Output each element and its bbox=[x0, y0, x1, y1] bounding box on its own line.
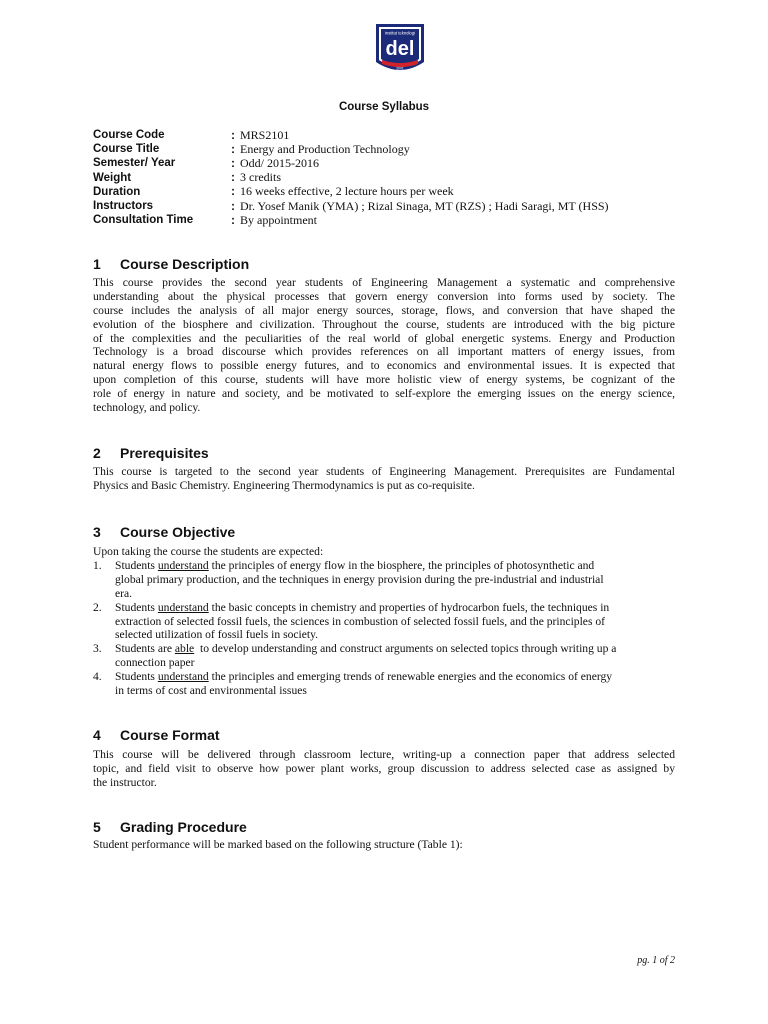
text-line: This course will be delivered through classroom lecture, writing-up a connection paper that address selected bbox=[93, 748, 675, 761]
list-number: 2. bbox=[93, 600, 102, 614]
section-title: Course Objective bbox=[120, 524, 236, 540]
document-title: Course Syllabus bbox=[338, 101, 430, 113]
info-row-course-code bbox=[93, 128, 693, 142]
info-key: Course Title bbox=[93, 143, 160, 156]
info-value: 16 weeks effective, 2 lecture hours per week bbox=[240, 184, 454, 199]
grading-text: Student performance will be marked based on the following structure (Table 1): bbox=[93, 838, 463, 851]
text-line: role of energy in nature and society, and be motivated to self-explore the emerging issues on the energy science, bbox=[93, 387, 675, 401]
info-value: 3 credits bbox=[240, 170, 281, 185]
section-heading-prerequisites bbox=[93, 445, 209, 461]
item-text: era. bbox=[115, 586, 133, 600]
section-heading-grading-procedure bbox=[93, 819, 247, 835]
list-number: 1. bbox=[93, 559, 102, 572]
institution-logo bbox=[372, 22, 428, 78]
section-heading-course-objective bbox=[93, 524, 235, 540]
text-line: This course is targeted to the second year students of Engineering Management. Prerequisites are Fundamental bbox=[93, 465, 675, 478]
info-row-course-title bbox=[93, 142, 693, 156]
info-value: MRS2101 bbox=[240, 127, 290, 142]
info-key: Duration bbox=[93, 185, 141, 198]
section-title: Course Format bbox=[120, 727, 220, 743]
section-title: Grading Procedure bbox=[120, 819, 247, 835]
item-text: selected utilization of fossil fuels in society. bbox=[115, 628, 319, 642]
info-sep: : bbox=[231, 170, 235, 185]
text-line: upon completion of this course, students will have more holistic view of energy systems, be cognizant of the bbox=[93, 373, 675, 387]
course-format-text bbox=[93, 748, 675, 790]
text-line: understanding about the physical processes that govern energy conversion into forms used by society. The bbox=[93, 289, 675, 303]
text-line: evolution of the biosphere and civilization. Throughout the course, students are introduced with the big picture bbox=[93, 317, 675, 331]
list-number: 4. bbox=[93, 670, 102, 684]
objective-intro: Upon taking the course the students are expected: bbox=[93, 545, 324, 558]
info-sep: : bbox=[231, 184, 235, 199]
info-key: Semester/ Year bbox=[93, 157, 176, 170]
info-key: Course Code bbox=[93, 129, 165, 142]
text-line: This course provides the second year students of Engineering Management a systematic and comprehensive bbox=[93, 276, 675, 289]
item-text: in terms of cost and environmental issues bbox=[115, 684, 307, 698]
info-key: Consultation Time bbox=[93, 214, 194, 227]
page-number: pg. 1 of 2 bbox=[637, 955, 675, 966]
section-title: Course Description bbox=[120, 256, 250, 272]
item-text: the principles and emerging trends of renewable energies and the economics of energy bbox=[208, 670, 613, 684]
list-item bbox=[93, 642, 683, 670]
section-number: 1 bbox=[93, 256, 101, 272]
item-text: to develop understanding and construct arguments on selected topics through writing up a bbox=[194, 642, 617, 656]
info-row-semester bbox=[93, 156, 693, 170]
section-heading-course-format bbox=[93, 727, 220, 743]
info-sep: : bbox=[231, 198, 235, 213]
prerequisites-text bbox=[93, 465, 675, 493]
text-line: Physics and Basic Chemistry. Engineering Thermodynamics is put as co-requisite. bbox=[93, 478, 475, 492]
info-row-consultation bbox=[93, 213, 693, 227]
course-description-text bbox=[93, 276, 675, 415]
text-line: of the complexities and the peculiarities of the real world of global energetic systems. Energy and Production bbox=[93, 331, 675, 345]
item-text: the principles of energy flow in the biosphere, the principles of photosynthetic and bbox=[208, 559, 595, 572]
text-line: topic, and field visit to observe how power plant works, group discussion to address selected case as assigned by bbox=[93, 761, 675, 775]
item-lead: Students bbox=[115, 670, 158, 684]
item-text: global primary production, and the techniques in energy provision during the pre-industrial and industrial bbox=[115, 572, 604, 586]
info-row-instructors bbox=[93, 199, 693, 213]
item-text: connection paper bbox=[115, 656, 195, 670]
info-row-duration bbox=[93, 185, 693, 199]
logo-top-text: institut teknologi bbox=[384, 30, 416, 36]
text-line: natural energy flows to possible energy futures, and to economics and environmental issues. It is expected that bbox=[93, 359, 675, 373]
list-number: 3. bbox=[93, 642, 102, 656]
list-item bbox=[93, 670, 683, 698]
info-value: Energy and Production Technology bbox=[240, 141, 410, 156]
section-heading-course-description bbox=[93, 256, 249, 272]
item-lead: Students bbox=[115, 559, 158, 572]
info-value: By appointment bbox=[240, 212, 317, 227]
underlined-word: understand bbox=[157, 559, 209, 572]
info-key: Weight bbox=[93, 171, 132, 184]
info-row-weight bbox=[93, 171, 693, 185]
text-line: technology, and policy. bbox=[93, 401, 201, 415]
text-line: course includes the analysis of all major energy sources, storage, flows, and conversion that have shaped the bbox=[93, 303, 675, 317]
section-number: 3 bbox=[93, 524, 101, 540]
info-value: Dr. Yosef Manik (YMA) ; Rizal Sinaga, MT (RZS) ; Hadi Saragi, MT (HSS) bbox=[240, 198, 609, 213]
item-lead: Students are bbox=[115, 642, 175, 656]
section-number: 2 bbox=[93, 445, 101, 461]
objective-list bbox=[93, 559, 683, 698]
underlined-word: able bbox=[174, 642, 195, 656]
list-item bbox=[93, 559, 683, 601]
item-text: the basic concepts in chemistry and properties of hydrocarbon fuels, the techniques in bbox=[208, 600, 610, 614]
logo-year: 2001 bbox=[396, 66, 404, 71]
info-sep: : bbox=[231, 212, 235, 227]
item-lead: Students bbox=[115, 600, 158, 614]
course-info-table bbox=[93, 128, 693, 227]
text-line: Technology is a broad discourse which provides references on all important matters of energy issues, from bbox=[93, 345, 675, 359]
underlined-word: understand bbox=[157, 600, 209, 614]
list-item bbox=[93, 601, 683, 643]
underlined-word: understand bbox=[157, 670, 209, 684]
logo-name: del bbox=[385, 38, 415, 60]
del-logo-icon bbox=[372, 22, 428, 78]
info-sep: : bbox=[231, 127, 235, 142]
section-number: 5 bbox=[93, 819, 101, 835]
item-text: extraction of selected fossil fuels, the sciences in combustion of selected fossil fuels, and the principles of bbox=[115, 614, 606, 628]
text-line: the instructor. bbox=[93, 775, 157, 789]
info-sep: : bbox=[231, 141, 235, 156]
info-value: Odd/ 2015-2016 bbox=[240, 155, 319, 170]
section-title: Prerequisites bbox=[120, 445, 209, 461]
info-key: Instructors bbox=[93, 200, 154, 213]
info-sep: : bbox=[231, 155, 235, 170]
section-number: 4 bbox=[93, 727, 101, 743]
